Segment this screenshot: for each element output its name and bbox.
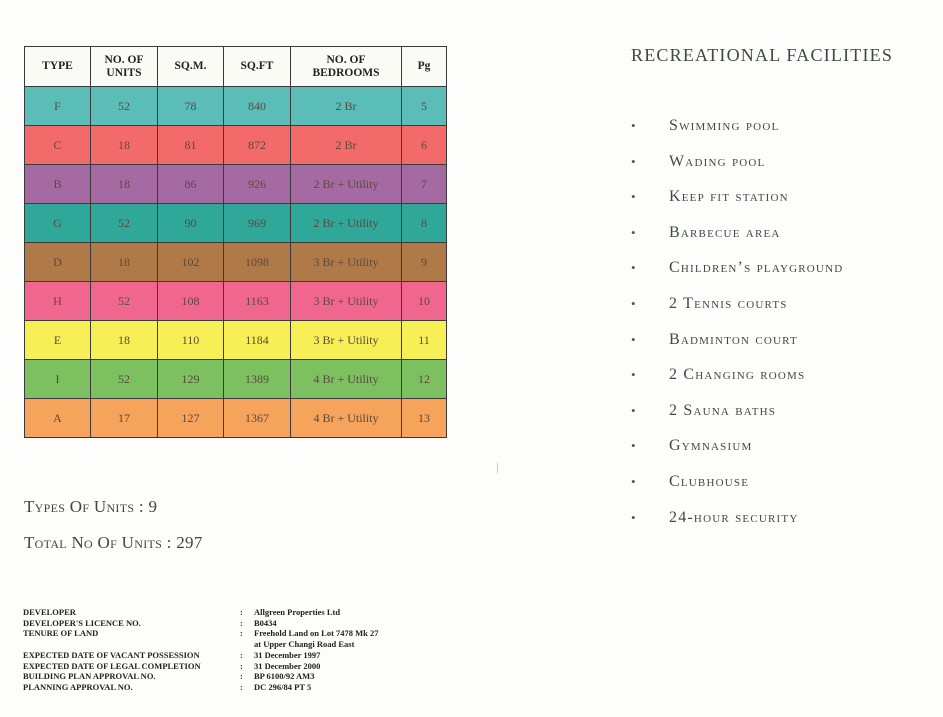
list-item bbox=[631, 329, 843, 365]
facility-label: 2 Changing rooms bbox=[669, 366, 806, 384]
cell-sqft: 1184 bbox=[224, 321, 291, 360]
cell-sqm: 78 bbox=[158, 87, 224, 126]
list-item bbox=[631, 115, 843, 151]
bullet-icon: • bbox=[631, 438, 636, 454]
detail-row bbox=[23, 650, 434, 661]
bullet-icon: • bbox=[631, 224, 636, 240]
cell-type: E bbox=[25, 321, 91, 360]
cell-type: F bbox=[25, 87, 91, 126]
cell-sqm: 110 bbox=[158, 321, 224, 360]
cell-no-of-units: 52 bbox=[91, 282, 158, 321]
cell-page: 5 bbox=[402, 87, 447, 126]
detail-label: DEVELOPER bbox=[23, 607, 76, 617]
header-sqft: SQ.FT bbox=[224, 47, 291, 87]
bullet-icon: • bbox=[631, 331, 636, 347]
total-no-of-units: Total No Of Units : 297 bbox=[24, 533, 203, 552]
detail-row bbox=[23, 639, 434, 650]
bullet-icon: • bbox=[631, 189, 636, 205]
detail-label: DEVELOPER'S LICENCE NO. bbox=[23, 617, 141, 628]
facility-label: Badminton court bbox=[669, 330, 798, 348]
detail-label: EXPECTED DATE OF VACANT POSSESSION bbox=[23, 649, 200, 660]
list-item bbox=[631, 471, 843, 507]
detail-value: DC 296/84 PT 5 bbox=[254, 681, 312, 692]
list-item bbox=[631, 293, 843, 329]
detail-row bbox=[23, 671, 434, 682]
bullet-icon: • bbox=[631, 118, 636, 133]
list-item bbox=[631, 400, 843, 436]
cell-page: 10 bbox=[402, 282, 447, 321]
header-no-of-units: NO. OF UNITS bbox=[91, 47, 158, 87]
cell-no-of-units: 18 bbox=[91, 126, 158, 165]
detail-value: Freehold Land on Lot 7478 Mk 27 bbox=[254, 628, 379, 639]
table-row bbox=[25, 243, 447, 282]
cell-page: 6 bbox=[402, 126, 447, 165]
table-row bbox=[25, 321, 447, 360]
cell-sqft: 969 bbox=[224, 204, 291, 243]
table-header-row bbox=[25, 47, 447, 87]
cell-sqm: 81 bbox=[158, 126, 224, 165]
cell-sqft: 1389 bbox=[224, 360, 291, 399]
cell-type: B bbox=[25, 165, 91, 204]
divider-mark bbox=[497, 463, 498, 473]
cell-sqft: 1163 bbox=[224, 282, 291, 321]
table-row bbox=[25, 204, 447, 243]
facility-label: Gymnasium bbox=[669, 437, 753, 455]
table-row bbox=[25, 165, 447, 204]
cell-page: 8 bbox=[402, 204, 447, 243]
cell-sqft: 926 bbox=[224, 165, 291, 204]
detail-colon: : bbox=[240, 671, 243, 682]
cell-no-of-bedrooms: 3 Br + Utility bbox=[291, 321, 402, 360]
detail-value: 31 December 1997 bbox=[254, 649, 321, 660]
cell-no-of-bedrooms: 2 Br bbox=[291, 126, 402, 165]
unit-types-table bbox=[24, 46, 447, 438]
cell-no-of-units: 18 bbox=[91, 321, 158, 360]
list-item bbox=[631, 222, 843, 258]
cell-no-of-bedrooms: 3 Br + Utility bbox=[291, 282, 402, 321]
detail-label: BUILDING PLAN APPROVAL NO. bbox=[23, 671, 156, 682]
cell-type: A bbox=[25, 399, 91, 438]
cell-sqft: 1367 bbox=[224, 399, 291, 438]
recreational-facilities-title: RECREATIONAL FACILITIES bbox=[631, 45, 894, 65]
detail-label: TENURE OF LAND bbox=[23, 628, 99, 639]
cell-sqm: 102 bbox=[158, 243, 224, 282]
cell-type: H bbox=[25, 282, 91, 321]
cell-page: 11 bbox=[402, 321, 447, 360]
cell-no-of-bedrooms: 4 Br + Utility bbox=[291, 399, 402, 438]
cell-page: 7 bbox=[402, 165, 447, 204]
cell-no-of-bedrooms: 3 Br + Utility bbox=[291, 243, 402, 282]
cell-no-of-units: 52 bbox=[91, 360, 158, 399]
detail-colon: : bbox=[240, 628, 243, 639]
detail-colon: : bbox=[240, 649, 243, 660]
cell-type: I bbox=[25, 360, 91, 399]
detail-row bbox=[23, 682, 434, 693]
cell-type: C bbox=[25, 126, 91, 165]
list-item bbox=[631, 186, 843, 222]
cell-sqft: 872 bbox=[224, 126, 291, 165]
bullet-icon: • bbox=[631, 295, 636, 311]
cell-sqm: 90 bbox=[158, 204, 224, 243]
cell-sqft: 840 bbox=[224, 87, 291, 126]
facility-list bbox=[631, 115, 843, 542]
detail-row bbox=[23, 628, 434, 639]
facility-label: Clubhouse bbox=[669, 472, 750, 490]
detail-value: 31 December 2000 bbox=[254, 660, 321, 671]
detail-colon bbox=[240, 639, 254, 650]
cell-sqm: 108 bbox=[158, 282, 224, 321]
cell-page: 12 bbox=[402, 360, 447, 399]
facility-label: Keep fit station bbox=[669, 188, 789, 206]
list-item bbox=[631, 507, 843, 543]
detail-colon: : bbox=[240, 617, 243, 628]
header-sqm: SQ.M. bbox=[158, 47, 224, 87]
cell-type: G bbox=[25, 204, 91, 243]
table-body bbox=[25, 87, 447, 438]
bullet-icon: • bbox=[631, 473, 636, 489]
project-details bbox=[23, 607, 434, 693]
facility-label: 2 Tennis courts bbox=[669, 294, 788, 312]
facility-label: Wading pool bbox=[669, 152, 766, 170]
detail-label: EXPECTED DATE OF LEGAL COMPLETION bbox=[23, 660, 201, 671]
facility-label: Swimming pool bbox=[669, 117, 780, 134]
table-row bbox=[25, 399, 447, 438]
table-row bbox=[25, 360, 447, 399]
header-type: TYPE bbox=[25, 47, 91, 87]
cell-no-of-units: 18 bbox=[91, 165, 158, 204]
list-item bbox=[631, 257, 843, 293]
cell-type: D bbox=[25, 243, 91, 282]
bullet-icon: • bbox=[631, 260, 636, 276]
table-row bbox=[25, 282, 447, 321]
detail-value: at Upper Changi Road East bbox=[254, 639, 355, 650]
cell-no-of-units: 17 bbox=[91, 399, 158, 438]
cell-no-of-units: 52 bbox=[91, 87, 158, 126]
cell-no-of-bedrooms: 4 Br + Utility bbox=[291, 360, 402, 399]
detail-label bbox=[23, 639, 240, 650]
detail-row bbox=[23, 618, 434, 629]
bullet-icon: • bbox=[631, 509, 636, 525]
detail-value: Allgreen Properties Ltd bbox=[254, 607, 341, 617]
list-item bbox=[631, 364, 843, 400]
cell-no-of-bedrooms: 2 Br + Utility bbox=[291, 204, 402, 243]
facility-label: 2 Sauna baths bbox=[669, 401, 777, 419]
detail-row bbox=[23, 607, 434, 618]
table-row bbox=[25, 126, 447, 165]
cell-no-of-units: 18 bbox=[91, 243, 158, 282]
cell-sqft: 1098 bbox=[224, 243, 291, 282]
bullet-icon: • bbox=[631, 402, 636, 418]
facility-label: Barbecue area bbox=[669, 223, 781, 241]
header-no-of-bedrooms: NO. OF BEDROOMS bbox=[291, 47, 402, 87]
types-of-units: Types Of Units : 9 bbox=[24, 497, 158, 516]
cell-page: 9 bbox=[402, 243, 447, 282]
list-item bbox=[631, 435, 843, 471]
cell-no-of-bedrooms: 2 Br + Utility bbox=[291, 165, 402, 204]
detail-row bbox=[23, 661, 434, 672]
detail-label: PLANNING APPROVAL NO. bbox=[23, 681, 133, 692]
detail-value: BP 6100/92 AM3 bbox=[254, 671, 315, 682]
facility-label: Children’s playground bbox=[669, 259, 844, 277]
detail-value: B0434 bbox=[254, 617, 277, 628]
header-page: Pg bbox=[402, 47, 447, 87]
list-item bbox=[631, 151, 843, 187]
cell-page: 13 bbox=[402, 399, 447, 438]
table-row bbox=[25, 87, 447, 126]
cell-sqm: 86 bbox=[158, 165, 224, 204]
cell-no-of-units: 52 bbox=[91, 204, 158, 243]
detail-colon: : bbox=[240, 607, 243, 617]
bullet-icon: • bbox=[631, 367, 636, 383]
cell-sqm: 127 bbox=[158, 399, 224, 438]
facility-label: 24-hour security bbox=[669, 508, 799, 526]
cell-sqm: 129 bbox=[158, 360, 224, 399]
detail-colon: : bbox=[240, 660, 243, 671]
detail-colon: : bbox=[240, 681, 243, 692]
bullet-icon: • bbox=[631, 153, 636, 169]
cell-no-of-bedrooms: 2 Br bbox=[291, 87, 402, 126]
